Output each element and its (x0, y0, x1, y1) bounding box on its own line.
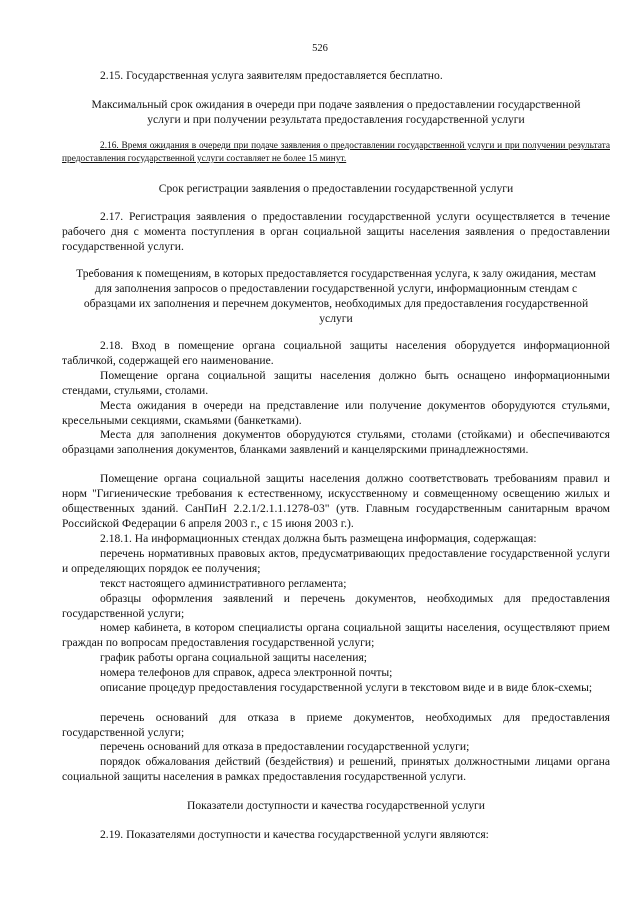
heading-max-wait: Максимальный срок ожидания в очереди при подаче заявления о предоставлении государственной услуги и при получении результата предоставления государственной услуги (91, 98, 581, 126)
list-item-schedule: график работы органа социальной защиты населения; (100, 651, 367, 664)
list-item-refusal-service: перечень оснований для отказа в предоставлении государственной услуги; (100, 740, 470, 753)
paragraph-2-15: 2.15. Государственная услуга заявителям предоставляется бесплатно. (100, 69, 443, 82)
list-item-refusal-documents: перечень оснований для отказа в приеме документов, необходимых для предоставления государственной услуги; (62, 711, 610, 739)
heading-registration-term: Срок регистрации заявления о предоставлении государственной услуги (158, 182, 514, 195)
list-item-regulation-text: текст настоящего административного регламента; (100, 577, 347, 590)
paragraph-filling-places: Места для заполнения документов оборудуются стульями, столами (стойками) и обеспечиваются образцами заполнения документов, бланками заявлений и канцелярскими принадлежностями. (62, 428, 610, 456)
heading-accessibility: Показатели доступности и качества государственной услуги (186, 799, 486, 812)
paragraph-2-17: 2.17. Регистрация заявления о предоставлении государственной услуги осуществляется в течение рабочего дня с момента поступления в орган социальной защиты населения заявления о предоставлении государственной услуги. (62, 210, 610, 253)
paragraph-2-16: 2.16. Время ожидания в очереди при подаче заявления о предоставлении государственной услуги и при получении результата предоставления государственной услуги составляет не более 15 минут. (62, 141, 610, 164)
list-item-procedure-description: описание процедур предоставления государственной услуги в текстовом виде и в виде блок-схемы; (100, 681, 593, 694)
list-item-phones: номера телефонов для справок, адреса электронной почты; (100, 666, 393, 679)
paragraph-waiting-places: Места ожидания в очереди на представление или получение документов оборудуются стульями, кресельными секциями, скамьями (банкетками). (62, 399, 610, 427)
list-item-form-samples: образцы оформления заявлений и перечень документов, необходимых для предоставления государственной услуги; (62, 592, 610, 620)
paragraph-sanpin: Помещение органа социальной защиты населения должно соответствовать требованиям правил и норм "Гигиенические требования к естественному, искусственному и совмещенному освещению жилых и общественных зданий. СанПиН 2.2.1/2.1.1.1278-03" (утв. Главным государственным санитарным врачом Российской Федерации 6 апреля 2003 г., с 15 июня 2003 г.). (62, 472, 610, 530)
paragraph-premises-equipment: Помещение органа социальной защиты населения должно быть оснащено информационными стендами, стульями, столами. (62, 369, 610, 397)
page-number: 526 (312, 43, 328, 54)
paragraph-2-19: 2.19. Показателями доступности и качества государственной услуги являются: (100, 828, 489, 841)
heading-premises: Требования к помещениям, в которых предоставляется государственная услуга, к залу ожидания, местам для заполнения запросов о предоставлении государственной услуги, информационным стендам с образцами их заполнения и перечнем документов, необходимых для предоставления государственной услуги (76, 267, 596, 325)
paragraph-2-18: 2.18. Вход в помещение органа социальной защиты населения оборудуется информационной табличкой, содержащей его наименование. (62, 339, 610, 367)
list-item-office-number: номер кабинета, в котором специалисты органа социальной защиты населения, осуществляют прием граждан по вопросам предоставления государственной услуги; (62, 621, 610, 649)
list-item-legal-acts: перечень нормативных правовых актов, предусматривающих предоставление государственной услуги и определяющих порядок ее получения; (62, 547, 610, 575)
paragraph-2-18-1: 2.18.1. На информационных стендах должна быть размещена информация, содержащая: (100, 532, 537, 545)
list-item-appeal-procedure: порядок обжалования действий (бездействия) и решений, принятых должностными лицами органа социальной защиты населения в рамках предоставления государственной услуги. (62, 755, 610, 783)
